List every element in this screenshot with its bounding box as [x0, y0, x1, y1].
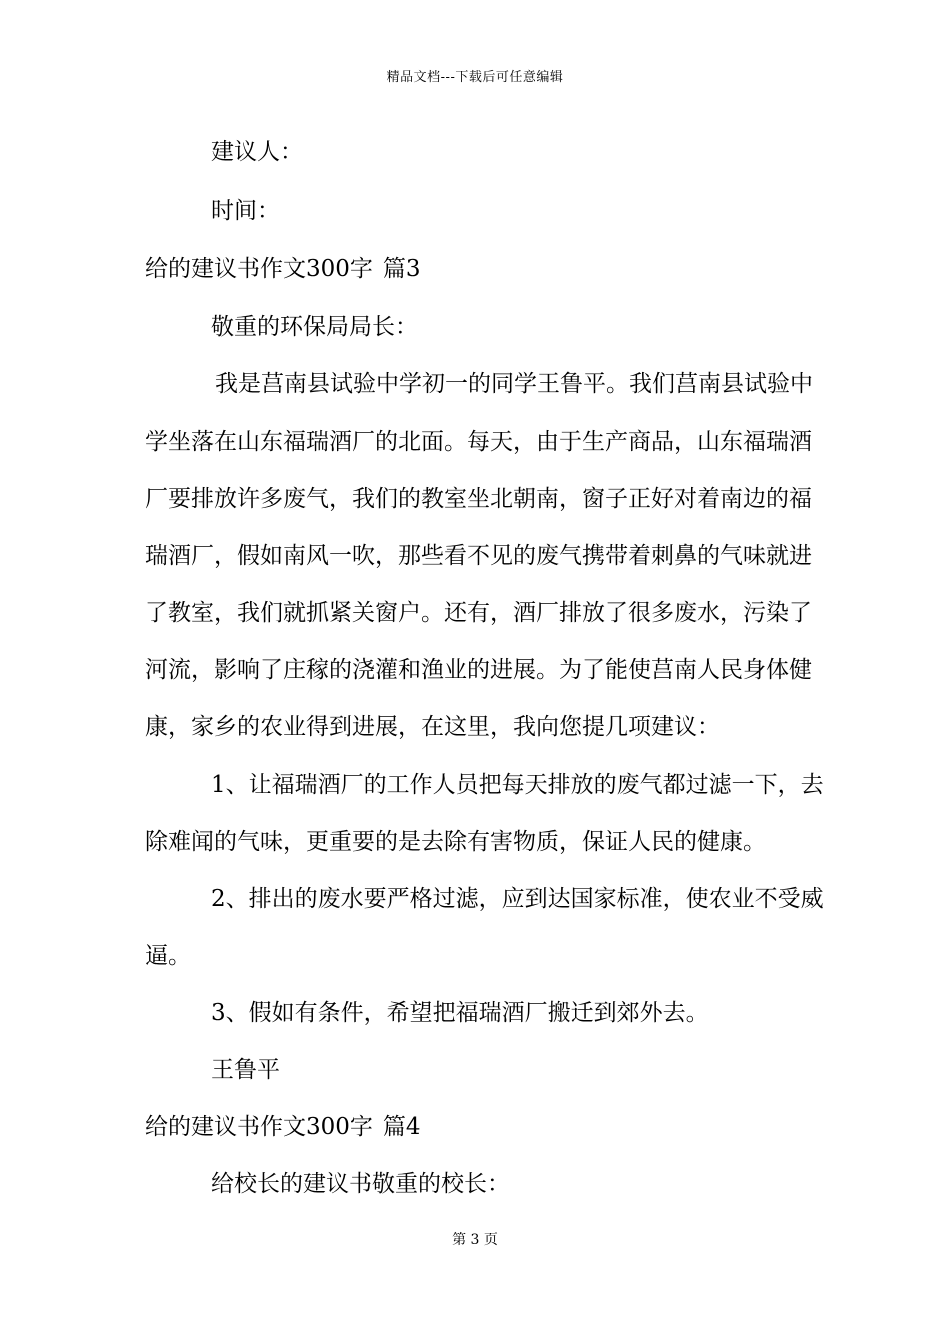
- section-heading-4-number: 篇4: [382, 1114, 421, 1140]
- section-heading-4: [145, 1112, 421, 1142]
- body-line-1: 我是莒南县试验中学初一的同学王鲁平。我们莒南县试验中: [215, 371, 813, 397]
- section-heading-4-title: 给的建议书作文300字: [145, 1114, 373, 1140]
- letter-salutation: 敬重的环保局局长：: [211, 314, 418, 340]
- proposer-label: 建议人：: [211, 139, 303, 165]
- time-label: 时间：: [211, 198, 280, 224]
- suggestion-3: 3、假如有条件，希望把福瑞酒厂搬迁到郊外去。: [211, 1000, 709, 1026]
- page-header: 精品文档---下载后可任意编辑: [386, 70, 564, 85]
- suggestion-1-line-2: 除难闻的气味，更重要的是去除有害物质，保证人民的健康。: [145, 829, 766, 855]
- page-footer: 第 3 页: [452, 1232, 498, 1248]
- body-line-6: 河流，影响了庄稼的浇灌和渔业的进展。为了能使莒南人民身体健: [145, 657, 812, 683]
- suggestion-2-line-2: 逼。: [145, 943, 191, 969]
- letter-opening-4: 给校长的建议书敬重的校长：: [211, 1171, 510, 1197]
- suggestion-2-line-1: 2、排出的废水要严格过滤，应到达国家标准，使农业不受威: [211, 886, 824, 912]
- body-line-2: 学坐落在山东福瑞酒厂的北面。每天，由于生产商品，山东福瑞酒: [145, 429, 812, 455]
- body-line-3: 厂要排放许多废气，我们的教室坐北朝南，窗子正好对着南边的福: [145, 486, 812, 512]
- section-heading-3: [145, 254, 421, 284]
- suggestion-1-line-1: 1、让福瑞酒厂的工作人员把每天排放的废气都过滤一下，去: [211, 772, 824, 798]
- body-line-5: 了教室，我们就抓紧关窗户。还有，酒厂排放了很多废水，污染了: [145, 600, 812, 626]
- signature-name: 王鲁平: [211, 1057, 280, 1083]
- section-heading-3-title: 给的建议书作文300字: [145, 256, 373, 282]
- body-line-7: 康，家乡的农业得到进展，在这里，我向您提几项建议：: [145, 714, 720, 740]
- body-line-4: 瑞酒厂，假如南风一吹，那些看不见的废气携带着刺鼻的气味就进: [145, 543, 812, 569]
- section-heading-3-number: 篇3: [382, 256, 421, 282]
